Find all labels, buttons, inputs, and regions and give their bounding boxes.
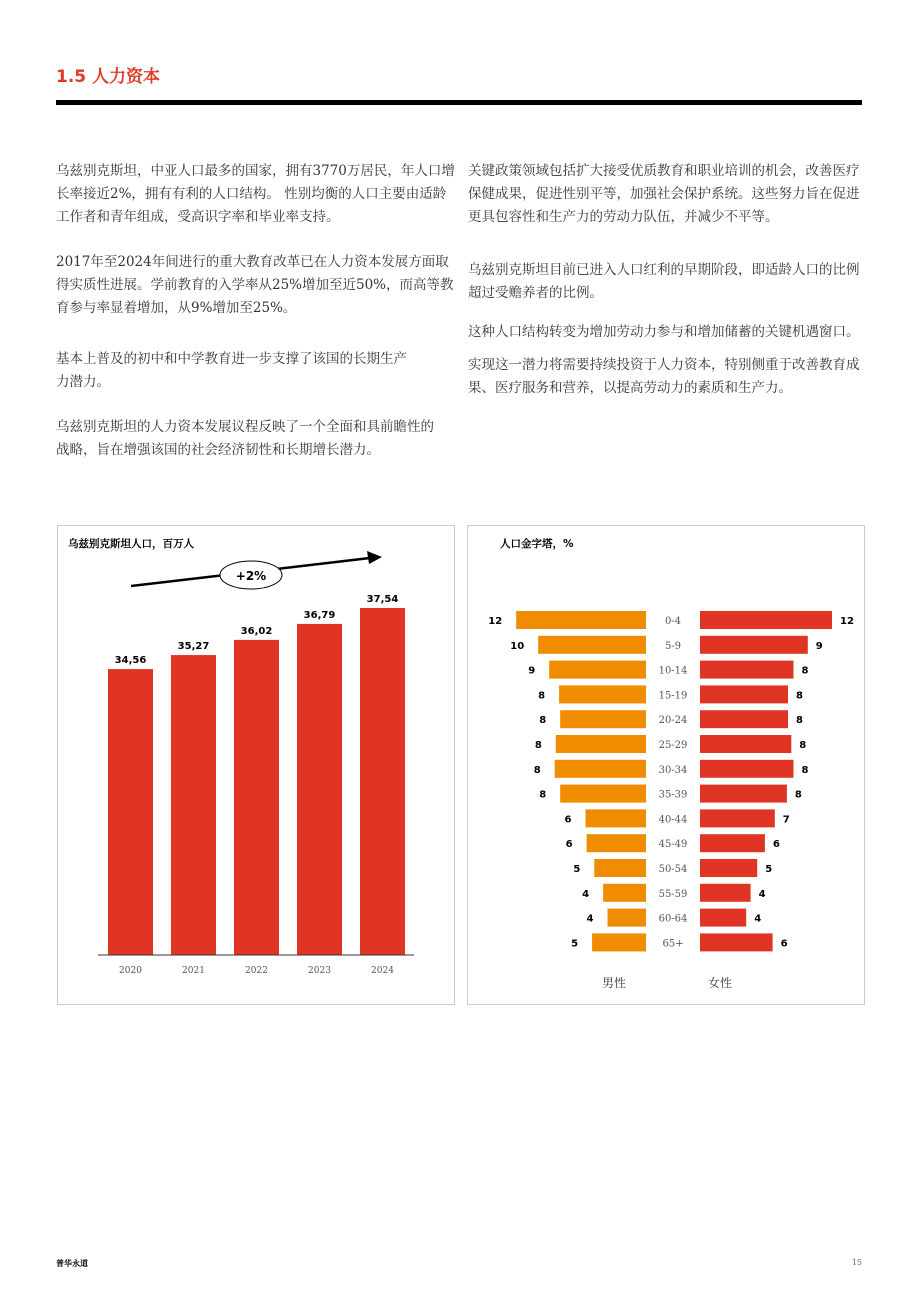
bar-value-label: 37,54 [366, 594, 399, 605]
pyramid-chart-panel [467, 525, 865, 1005]
paragraph: 关键政策领域包括扩大接受优质教育和职业培训的机会，改善医疗保健成果，促进性别平等，加强社会保护系统。这些努力旨在促进更具包容性和生产力的劳动力队伍，并减少不平等。 [468, 163, 860, 225]
male-value-label: 8 [534, 740, 542, 751]
paragraph: 实现这一潜力将需要持续投资于人力资本，特别侧重于改善教育成果、医疗服务和营养，以提高劳动力的素质和生产力。 [468, 357, 860, 396]
male-value-label: 8 [538, 690, 546, 702]
female-value-label: 8 [794, 789, 802, 801]
female-bar [700, 661, 794, 679]
female-bar [700, 859, 757, 877]
male-value-label: 12 [488, 616, 503, 627]
population-chart-panel [57, 525, 455, 1005]
x-tick-label: 2022 [245, 966, 268, 976]
male-value-label: 6 [564, 814, 572, 826]
paragraph: 这种人口结构转变为增加劳动力参与和增加储蓄的关键机遇窗口。 [468, 324, 860, 340]
age-group-label: 35-39 [658, 789, 688, 801]
male-value-label: 8 [539, 715, 547, 727]
male-bar [559, 685, 646, 703]
age-group-label: 10-14 [658, 665, 688, 677]
x-tick-label: 2024 [371, 966, 394, 976]
female-bar [700, 785, 787, 803]
chart-title: 人口金字塔，% [500, 538, 574, 550]
female-value-label: 4 [758, 888, 766, 900]
male-value-label: 6 [565, 839, 573, 851]
age-group-label: 45-49 [658, 839, 688, 851]
female-value-label: 7 [782, 814, 790, 826]
male-value-label: 5 [573, 864, 581, 875]
x-tick-label: 2023 [308, 966, 331, 976]
bar-value-label: 35,27 [177, 641, 210, 653]
right-text-column [468, 160, 868, 422]
bar [297, 624, 342, 955]
male-bar [538, 636, 646, 654]
x-tick-label: 2021 [182, 966, 205, 976]
x-tick-label: 2020 [119, 966, 142, 976]
legend-female: 女性 [707, 976, 733, 990]
male-bar [549, 661, 646, 679]
female-value-label: 8 [796, 690, 803, 702]
female-bar [700, 685, 788, 703]
age-group-label: 30-34 [658, 764, 688, 776]
population-pyramid-chart [468, 526, 864, 1004]
female-bar [700, 909, 746, 927]
male-bar [603, 884, 646, 902]
male-bar [560, 785, 646, 803]
female-bar [700, 760, 794, 778]
population-bar-chart [58, 526, 454, 1004]
bar [108, 669, 153, 955]
legend-male: 男性 [601, 976, 627, 990]
female-value-label: 8 [801, 665, 809, 677]
paragraph: 乌兹别克斯坦目前已进入人口红利的早期阶段，即适龄人口的比例超过受赡养者的比例。 [468, 262, 860, 301]
female-value-label: 12 [840, 616, 854, 627]
paragraph: 乌兹别克斯坦的人力资本发展议程反映了一个全面和具前瞻性的战略，旨在增强该国的社会经济韧性和长期增长潜力。 [56, 419, 434, 458]
female-value-label: 6 [780, 938, 788, 950]
male-bar [516, 611, 646, 629]
male-bar [586, 809, 647, 827]
female-bar [700, 933, 773, 951]
chart-title: 乌兹别克斯坦人口，百万人 [68, 538, 194, 550]
age-group-label: 0-4 [664, 616, 682, 627]
male-value-label: 4 [586, 913, 594, 925]
male-value-label: 4 [582, 888, 590, 900]
bar-value-label: 34,56 [114, 655, 147, 667]
male-bar [594, 859, 646, 877]
age-group-label: 20-24 [658, 715, 688, 727]
female-bar [700, 884, 751, 902]
age-group-label: 60-64 [658, 913, 688, 925]
male-bar [555, 760, 646, 778]
female-value-label: 5 [765, 864, 773, 875]
female-bar [700, 834, 765, 852]
footer-brand: 普华永道 [56, 1259, 88, 1268]
male-value-label: 8 [533, 764, 541, 776]
male-bar [560, 710, 646, 728]
page-number: 15 [851, 1258, 862, 1267]
age-group-label: 55-59 [658, 888, 688, 900]
female-value-label: 8 [796, 715, 803, 727]
female-value-label: 9 [815, 640, 823, 652]
male-value-label: 5 [571, 938, 579, 950]
trend-arrow-head [367, 551, 382, 564]
section-title: 1.5 人力资本 [56, 67, 161, 87]
bar [171, 655, 216, 955]
title-divider [56, 100, 862, 105]
female-value-label: 8 [801, 764, 809, 776]
female-value-label: 4 [754, 913, 762, 925]
age-group-label: 50-54 [658, 864, 688, 875]
bar-value-label: 36,79 [303, 609, 336, 621]
paragraph: 基本上普及的初中和中学教育进一步支撑了该国的长期生产力潜力。 [56, 351, 407, 390]
female-value-label: 8 [799, 740, 807, 751]
left-text-column [56, 160, 456, 484]
age-group-label: 65+ [662, 938, 684, 950]
paragraph: 乌兹别克斯坦，中亚人口最多的国家，拥有3770万居民，年人口增长率接近2%，拥有有利的人口结构。 性别均衡的人口主要由适龄工作者和青年组成，受高识字率和毕业率支持。 [56, 163, 455, 225]
bar [360, 608, 405, 955]
female-value-label: 6 [772, 839, 780, 851]
male-bar [592, 933, 646, 951]
male-value-label: 8 [539, 789, 547, 801]
paragraph: 2017年至2024年间进行的重大教育改革已在人力资本发展方面取得实质性进展。学前教育的入学率从25%增加至近50%，而高等教育参与率显着增加，从9%增加至25%。 [56, 254, 454, 316]
female-bar [700, 735, 791, 753]
male-value-label: 9 [528, 665, 536, 677]
female-bar [700, 636, 808, 654]
growth-annotation: +2% [235, 569, 267, 583]
female-bar [700, 809, 775, 827]
bar-value-label: 36,02 [240, 625, 273, 637]
male-bar [608, 909, 647, 927]
male-bar [587, 834, 646, 852]
bar [234, 640, 279, 955]
male-bar [556, 735, 646, 753]
age-group-label: 5-9 [664, 640, 682, 652]
female-bar [700, 710, 788, 728]
age-group-label: 15-19 [658, 690, 688, 702]
female-bar [700, 611, 832, 629]
male-value-label: 10 [510, 640, 525, 652]
age-group-label: 25-29 [658, 740, 688, 751]
age-group-label: 40-44 [658, 814, 688, 826]
